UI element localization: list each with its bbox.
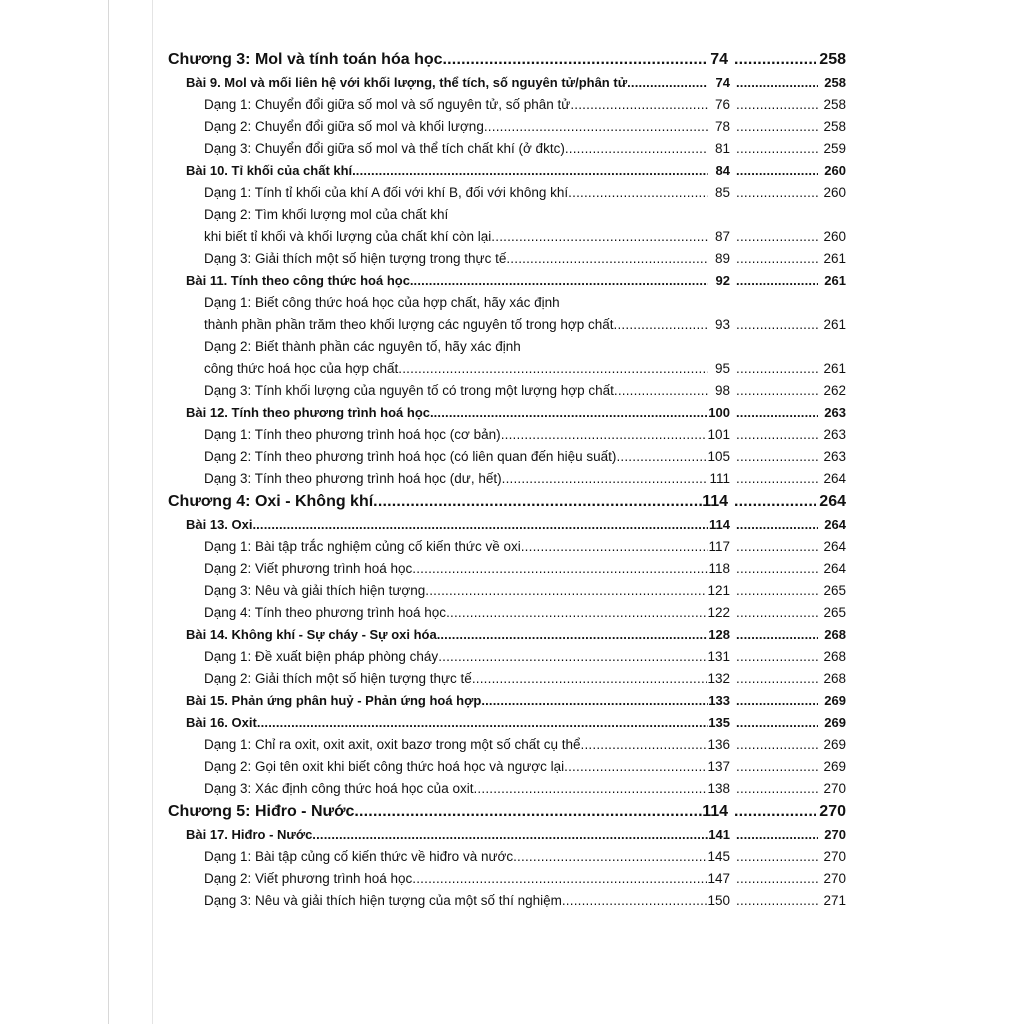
answer-page-number: 260 bbox=[823, 185, 846, 200]
answer-page-number: 268 bbox=[824, 627, 846, 642]
table-of-contents bbox=[168, 48, 846, 912]
page-number: 122 bbox=[707, 605, 730, 620]
toc-entry bbox=[168, 138, 846, 160]
answer-page-number: 263 bbox=[823, 449, 846, 464]
toc-entry bbox=[168, 446, 846, 468]
dot-leader bbox=[446, 602, 707, 624]
dot-leader bbox=[414, 270, 708, 292]
page-number: 78 bbox=[714, 119, 730, 134]
page-number: 114 bbox=[702, 493, 728, 510]
toc-title: Dạng 1: Chuyển đổi giữa số mol và số nguyên tử, số phân tử bbox=[204, 97, 571, 112]
toc-title: Dạng 3: Nêu và giải thích hiện tượng của một số thí nghiệm bbox=[204, 893, 562, 908]
toc-title: thành phần phần trăm theo khối lượng các nguyên tố trong hợp chất bbox=[204, 317, 614, 332]
dot-leader bbox=[736, 182, 818, 204]
toc-title: Bài 17. Hiđro - Nước bbox=[186, 827, 313, 842]
dot-leader bbox=[425, 580, 707, 602]
answer-page-number: 263 bbox=[824, 405, 846, 420]
answer-page-number: 261 bbox=[823, 251, 846, 266]
toc-title: Bài 16. Oxit bbox=[186, 715, 257, 730]
answer-page-number: 261 bbox=[823, 317, 846, 332]
toc-title: Dạng 2: Tìm khối lượng mol của chất khí bbox=[204, 207, 449, 222]
dot-leader bbox=[501, 424, 708, 446]
answer-page-number: 265 bbox=[823, 605, 846, 620]
toc-title: Dạng 3: Giải thích một số hiện tượng trong thực tế bbox=[204, 251, 507, 266]
dot-leader bbox=[570, 94, 708, 116]
answer-page-number: 270 bbox=[823, 849, 846, 864]
toc-title: Dạng 2: Chuyển đổi giữa số mol và khối lượng bbox=[204, 119, 484, 134]
dot-leader bbox=[736, 468, 818, 490]
toc-entry bbox=[168, 226, 846, 248]
toc-entry bbox=[168, 380, 846, 402]
toc-lesson bbox=[168, 824, 846, 846]
page-number: 131 bbox=[707, 649, 730, 664]
toc-title: Dạng 1: Bài tập trắc nghiệm củng cố kiến thức về oxi bbox=[204, 539, 521, 554]
dot-leader bbox=[736, 402, 818, 424]
answer-page-number: 265 bbox=[823, 583, 846, 598]
dot-leader bbox=[736, 668, 818, 690]
page-number: 114 bbox=[702, 803, 728, 820]
dot-leader bbox=[736, 778, 818, 800]
page-number: 133 bbox=[708, 693, 730, 708]
answer-page-number: 270 bbox=[824, 827, 846, 842]
page-number: 141 bbox=[708, 827, 730, 842]
dot-leader bbox=[736, 824, 818, 846]
page-number: 93 bbox=[714, 317, 730, 332]
dot-leader bbox=[736, 868, 818, 890]
page-number: 136 bbox=[707, 737, 730, 752]
dot-leader bbox=[398, 358, 708, 380]
toc-entry bbox=[168, 756, 846, 778]
answer-page-number: 270 bbox=[819, 803, 846, 820]
page-number: 76 bbox=[714, 97, 730, 112]
toc-entry bbox=[168, 890, 846, 912]
toc-title: khi biết tỉ khối và khối lượng của chất khí còn lại bbox=[204, 229, 492, 244]
page-number: 138 bbox=[707, 781, 730, 796]
page-number: 135 bbox=[708, 715, 730, 730]
dot-leader bbox=[736, 602, 818, 624]
dot-leader bbox=[473, 778, 707, 800]
answer-page-number: 268 bbox=[823, 649, 846, 664]
toc-title: Bài 12. Tính theo phương trình hoá học. bbox=[186, 405, 434, 420]
dot-leader bbox=[565, 138, 708, 160]
toc-entry bbox=[168, 116, 846, 138]
toc-entry bbox=[168, 868, 846, 890]
dot-leader bbox=[564, 756, 707, 778]
toc-chapter bbox=[168, 48, 846, 72]
toc-title: Dạng 1: Tính theo phương trình hoá học (cơ bản) bbox=[204, 427, 501, 442]
answer-page-number: 264 bbox=[823, 539, 846, 554]
dot-leader bbox=[736, 358, 818, 380]
dot-leader bbox=[440, 624, 708, 646]
dot-leader bbox=[412, 558, 708, 580]
toc-entry bbox=[168, 314, 846, 336]
answer-page-number: 260 bbox=[824, 163, 846, 178]
dot-leader bbox=[354, 800, 702, 824]
answer-page-number: 269 bbox=[824, 715, 846, 730]
page-number: 105 bbox=[707, 449, 730, 464]
dot-leader bbox=[734, 800, 816, 824]
answer-page-number: 259 bbox=[823, 141, 846, 156]
page-number: 121 bbox=[707, 583, 730, 598]
toc-entry bbox=[168, 734, 846, 756]
toc-title: Chương 4: Oxi - Không khí bbox=[168, 493, 374, 510]
toc-title: Dạng 1: Bài tập củng cố kiến thức về hiđro và nước bbox=[204, 849, 514, 864]
page-number: 117 bbox=[708, 539, 730, 554]
answer-page-number: 262 bbox=[823, 383, 846, 398]
dot-leader bbox=[521, 536, 708, 558]
page-number: 118 bbox=[708, 561, 730, 576]
toc-title: Dạng 4: Tính theo phương trình hoá học bbox=[204, 605, 447, 620]
page-number: 87 bbox=[714, 229, 730, 244]
dot-leader bbox=[506, 248, 708, 270]
page-number: 74 bbox=[710, 51, 728, 68]
answer-page-number: 258 bbox=[819, 51, 846, 68]
dot-leader bbox=[736, 138, 818, 160]
dot-leader bbox=[736, 580, 818, 602]
toc-lesson bbox=[168, 712, 846, 734]
page-number: 114 bbox=[709, 517, 730, 532]
dot-leader bbox=[736, 270, 818, 292]
dot-leader bbox=[412, 868, 707, 890]
dot-leader bbox=[434, 402, 708, 424]
toc-title: Bài 13. Oxi. bbox=[186, 517, 257, 532]
toc-title: Dạng 3: Tính theo phương trình hoá học (dư, hết) bbox=[204, 471, 502, 486]
page-number: 128 bbox=[708, 627, 730, 642]
page-number: 85 bbox=[714, 185, 730, 200]
dot-leader bbox=[481, 690, 708, 712]
answer-page-number: 261 bbox=[824, 273, 846, 288]
toc-entry bbox=[168, 292, 846, 314]
toc-title: Dạng 2: Tính theo phương trình hoá học (có liên quan đến hiệu suất) bbox=[204, 449, 617, 464]
dot-leader bbox=[736, 756, 818, 778]
dot-leader bbox=[736, 380, 818, 402]
dot-leader bbox=[736, 314, 818, 336]
toc-chapter bbox=[168, 800, 846, 824]
answer-page-number: 264 bbox=[823, 561, 846, 576]
page-number: 137 bbox=[707, 759, 730, 774]
dot-leader bbox=[502, 468, 708, 490]
page-number: 111 bbox=[709, 471, 730, 486]
page-number: 101 bbox=[707, 427, 730, 442]
dot-leader bbox=[472, 668, 708, 690]
toc-lesson bbox=[168, 624, 846, 646]
binding-line bbox=[108, 0, 109, 1024]
answer-page-number: 261 bbox=[823, 361, 846, 376]
dot-leader bbox=[443, 48, 706, 72]
toc-title: Dạng 3: Xác định công thức hoá học của oxit bbox=[204, 781, 474, 796]
answer-page-number: 270 bbox=[823, 781, 846, 796]
dot-leader bbox=[736, 514, 818, 536]
dot-leader bbox=[356, 160, 708, 182]
dot-leader bbox=[614, 380, 708, 402]
dot-leader bbox=[736, 846, 818, 868]
dot-leader bbox=[736, 712, 818, 734]
page-number: 98 bbox=[714, 383, 730, 398]
toc-title: Bài 14. Không khí - Sự cháy - Sự oxi hóa. bbox=[186, 627, 441, 642]
page-number: 81 bbox=[714, 141, 730, 156]
toc-title: Dạng 3: Nêu và giải thích hiện tượng bbox=[204, 583, 426, 598]
toc-title: Dạng 3: Chuyển đổi giữa số mol và thể tích chất khí (ở đktc) bbox=[204, 141, 565, 156]
dot-leader bbox=[736, 558, 818, 580]
answer-page-number: 264 bbox=[824, 517, 846, 532]
toc-title: Chương 5: Hiđro - Nước bbox=[168, 803, 355, 820]
dot-leader bbox=[736, 734, 818, 756]
dot-leader bbox=[736, 160, 818, 182]
answer-page-number: 271 bbox=[823, 893, 846, 908]
dot-leader bbox=[736, 72, 818, 94]
dot-leader bbox=[736, 646, 818, 668]
toc-title: Dạng 2: Biết thành phần các nguyên tố, hãy xác định bbox=[204, 339, 521, 354]
page-number: 132 bbox=[707, 671, 730, 686]
answer-page-number: 270 bbox=[823, 871, 846, 886]
answer-page-number: 258 bbox=[823, 97, 846, 112]
dot-leader bbox=[513, 846, 707, 868]
dot-leader bbox=[568, 182, 708, 204]
toc-entry bbox=[168, 580, 846, 602]
dot-leader bbox=[736, 624, 818, 646]
toc-entry bbox=[168, 336, 846, 358]
dot-leader bbox=[627, 72, 708, 94]
answer-page-number: 269 bbox=[824, 693, 846, 708]
dot-leader bbox=[438, 646, 707, 668]
toc-entry bbox=[168, 846, 846, 868]
answer-page-number: 264 bbox=[819, 493, 846, 510]
dot-leader bbox=[373, 490, 702, 514]
answer-page-number: 260 bbox=[823, 229, 846, 244]
dot-leader bbox=[736, 536, 818, 558]
page-number: 74 bbox=[715, 75, 730, 90]
answer-page-number: 268 bbox=[823, 671, 846, 686]
dot-leader bbox=[257, 712, 708, 734]
toc-title: công thức hoá học của hợp chất bbox=[204, 361, 399, 376]
toc-entry bbox=[168, 248, 846, 270]
dot-leader bbox=[616, 446, 707, 468]
toc-title: Dạng 2: Viết phương trình hoá học bbox=[204, 871, 413, 886]
answer-page-number: 269 bbox=[823, 759, 846, 774]
dot-leader bbox=[614, 314, 708, 336]
toc-entry bbox=[168, 536, 846, 558]
toc-title: Bài 11. Tính theo công thức hoá học. bbox=[186, 273, 414, 288]
toc-lesson bbox=[168, 160, 846, 182]
toc-title: Dạng 1: Đề xuất biện pháp phòng cháy bbox=[204, 649, 439, 664]
toc-entry bbox=[168, 358, 846, 380]
page-number: 92 bbox=[715, 273, 730, 288]
dot-leader bbox=[736, 226, 818, 248]
toc-lesson bbox=[168, 270, 846, 292]
toc-title: Bài 10. Tỉ khối của chất khí. bbox=[186, 163, 356, 178]
toc-entry bbox=[168, 778, 846, 800]
dot-leader bbox=[491, 226, 708, 248]
dot-leader bbox=[736, 890, 818, 912]
page-number: 100 bbox=[708, 405, 730, 420]
toc-lesson bbox=[168, 690, 846, 712]
toc-entry bbox=[168, 424, 846, 446]
toc-title: Bài 9. Mol và mối liên hệ với khối lượng, thể tích, số nguyên tử/phân tử bbox=[186, 75, 628, 90]
page-number: 150 bbox=[707, 893, 730, 908]
answer-page-number: 258 bbox=[823, 119, 846, 134]
dot-leader bbox=[736, 690, 818, 712]
toc-lesson bbox=[168, 72, 846, 94]
answer-page-number: 263 bbox=[823, 427, 846, 442]
toc-title: Dạng 1: Chỉ ra oxit, oxit axit, oxit bazơ trong một số chất cụ thể bbox=[204, 737, 581, 752]
dot-leader bbox=[484, 116, 708, 138]
toc-entry bbox=[168, 668, 846, 690]
dot-leader bbox=[581, 734, 708, 756]
toc-entry bbox=[168, 204, 846, 226]
answer-page-number: 258 bbox=[824, 75, 846, 90]
toc-entry bbox=[168, 182, 846, 204]
dot-leader bbox=[736, 424, 818, 446]
answer-page-number: 269 bbox=[823, 737, 846, 752]
dot-leader bbox=[734, 48, 816, 72]
toc-lesson bbox=[168, 402, 846, 424]
toc-entry bbox=[168, 468, 846, 490]
page-number: 147 bbox=[707, 871, 730, 886]
dot-leader bbox=[734, 490, 816, 514]
page-number: 145 bbox=[707, 849, 730, 864]
toc-title: Dạng 1: Biết công thức hoá học của hợp chất, hãy xác định bbox=[204, 295, 560, 310]
toc-title: Dạng 3: Tính khối lượng của nguyên tố có trong một lượng hợp chất bbox=[204, 383, 614, 398]
dot-leader bbox=[736, 446, 818, 468]
toc-entry bbox=[168, 602, 846, 624]
toc-lesson bbox=[168, 514, 846, 536]
toc-entry bbox=[168, 646, 846, 668]
page-number: 84 bbox=[715, 163, 730, 178]
binding-line bbox=[152, 0, 153, 1024]
toc-title: Dạng 2: Giải thích một số hiện tượng thực tế bbox=[204, 671, 472, 686]
toc-entry bbox=[168, 94, 846, 116]
dot-leader bbox=[562, 890, 708, 912]
dot-leader bbox=[736, 248, 818, 270]
page-number: 95 bbox=[714, 361, 730, 376]
toc-title: Bài 15. Phản ứng phân huỷ - Phản ứng hoá hợp bbox=[186, 693, 482, 708]
toc-title: Dạng 2: Viết phương trình hoá học bbox=[204, 561, 413, 576]
toc-entry bbox=[168, 558, 846, 580]
toc-title: Chương 3: Mol và tính toán hóa học bbox=[168, 51, 443, 68]
toc-title: Dạng 2: Gọi tên oxit khi biết công thức hoá học và ngược lại bbox=[204, 759, 565, 774]
toc-chapter bbox=[168, 490, 846, 514]
toc-title: Dạng 1: Tính tỉ khối của khí A đối với khí B, đối với không khí bbox=[204, 185, 569, 200]
dot-leader bbox=[736, 94, 818, 116]
dot-leader bbox=[256, 514, 708, 536]
page-number: 89 bbox=[714, 251, 730, 266]
answer-page-number: 264 bbox=[823, 471, 846, 486]
dot-leader bbox=[312, 824, 708, 846]
dot-leader bbox=[736, 116, 818, 138]
